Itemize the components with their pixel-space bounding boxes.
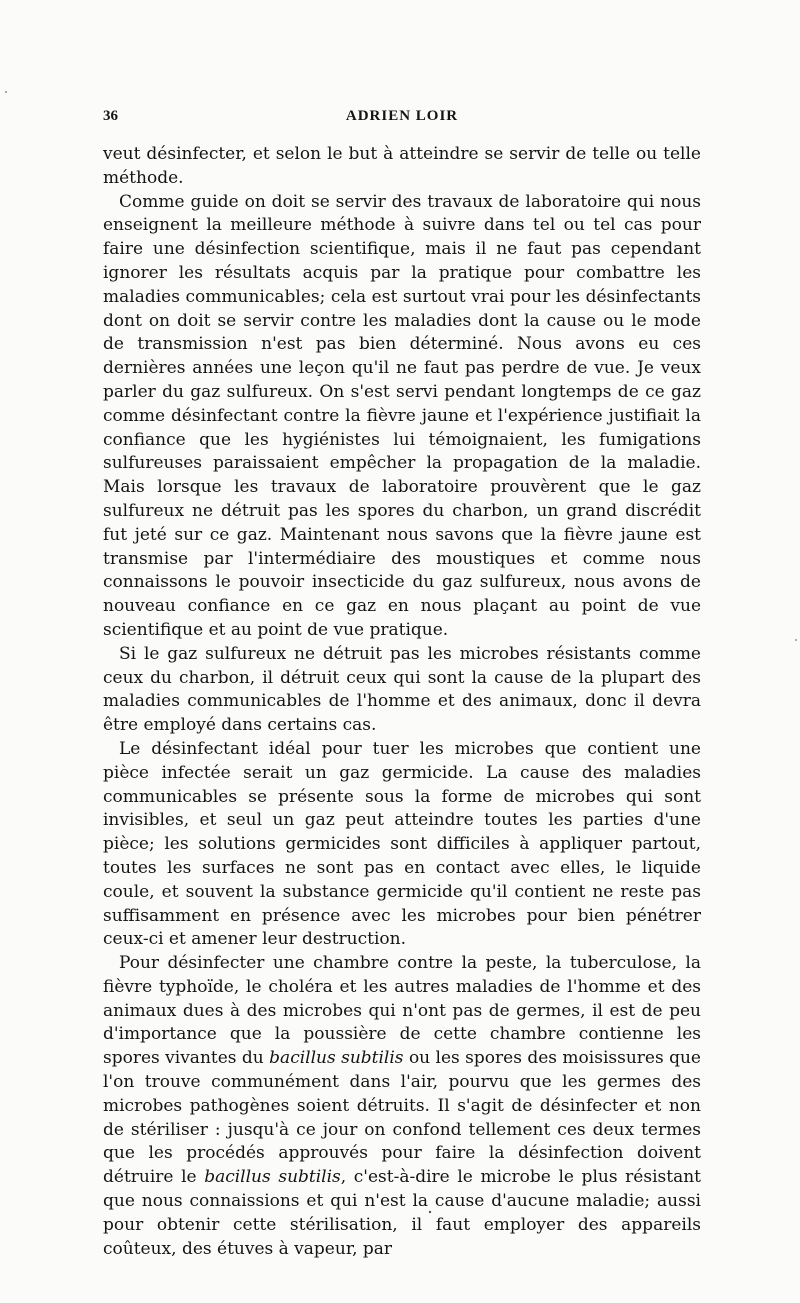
text-run: veut désinfecter, et selon le but à atteindre se servir de telle ou telle méthode. [103, 144, 701, 188]
paragraph [103, 143, 701, 191]
page-number: 36 [103, 108, 118, 124]
text-run: ou les spores des moisissures que l'on trouve communément dans l'air, pourvu que les germes des microbes pathogènes soient détruits. Il s'agit de désinfecter et non de stériliser : jusqu'à ce jour on confond tellement ces deux termes que les procédés approuvés pour faire la désinfection doivent détruire le [103, 1048, 701, 1188]
paragraph [103, 643, 701, 738]
italic-term: bacillus subtilis [204, 1167, 341, 1188]
running-title: ADRIEN LOIR [345, 108, 459, 124]
paragraph [103, 952, 701, 1261]
paragraph [103, 738, 701, 952]
italic-term: bacillus subtilis [269, 1048, 404, 1069]
text-run: Si le gaz sulfureux ne détruit pas les microbes résistants comme ceux du charbon, il détruit ceux qui sont la cause de la plupart des maladies communicables de l'homme et des animaux, donc il devra être employé dans certains cas. [103, 643, 701, 736]
body-text [103, 143, 701, 1261]
paragraph [103, 191, 701, 643]
ink-speck [795, 639, 797, 641]
text-run: Comme guide on doit se servir des travaux de laboratoire qui nous enseignent la meilleure méthode à suivre dans tel ou tel cas pour faire une désinfection scientifique, mais il ne faut pas cependant ignorer les résultats acquis par la pratique pour combattre les maladies communicables; cela est surtout vrai pour les désinfectants dont on doit se servir contre les maladies dont la cause ou le mode de transmission n'est pas bien déterminé. Nous avons eu ces dernières années une leçon qu'il ne faut pas perdre de vue. Je veux parler du gaz sulfureux. On s'est servi pendant longtemps de ce gaz comme désinfectant contre la fièvre jaune et l'expérience justifiait la confiance que les hygiénistes lui témoignaient, les fumigations sulfureuses paraissaient empêcher la propagation de la maladie. Mais lorsque les travaux de laboratoire prouvèrent que le gaz sulfureux ne détruit pas les spores du charbon, un grand discrédit fut jeté sur ce gaz. Maintenant nous savons que la fièvre jaune est transmise par l'intermédiaire des moustiques et comme nous connaissons le pouvoir insecticide du gaz sulfureux, nous avons de nouveau confiance en ce gaz en nous plaçant au point de vue scientifique et au point de vue pratique. [103, 191, 701, 640]
page-header [103, 108, 701, 132]
text-run: Le désinfectant idéal pour tuer les microbes que contient une pièce infectée serait un gaz germicide. La cause des maladies communicables se présente sous la forme de microbes qui sont invisibles, et seul un gaz peut atteindre toutes les parties d'une pièce; les solutions germicides sont difficiles à appliquer partout, toutes les surfaces ne sont pas en contact avec elles, le liquide coule, et souvent la substance germicide qu'il contient ne reste pas suffisamment en présence avec les microbes pour bien pénétrer ceux-ci et amener leur destruction. [103, 738, 701, 950]
ink-speck [5, 91, 7, 93]
text-run: , c'est-à-dire le microbe le plus résistant que nous connaissions et qui n'est la cause d'aucune maladie; aussi pour obtenir cette stérilisation, il faut employer des appareils coûteux, des étuves à vapeur, par [103, 1167, 701, 1259]
text-run: Pour désinfecter une chambre contre la peste, la tuberculose, la fièvre typhoïde, le choléra et les autres maladies de l'homme et des animaux dues à des microbes qui n'ont pas de germes, il est de peu d'importance que la poussière de cette chambre contienne les spores vivantes du [103, 953, 701, 1069]
